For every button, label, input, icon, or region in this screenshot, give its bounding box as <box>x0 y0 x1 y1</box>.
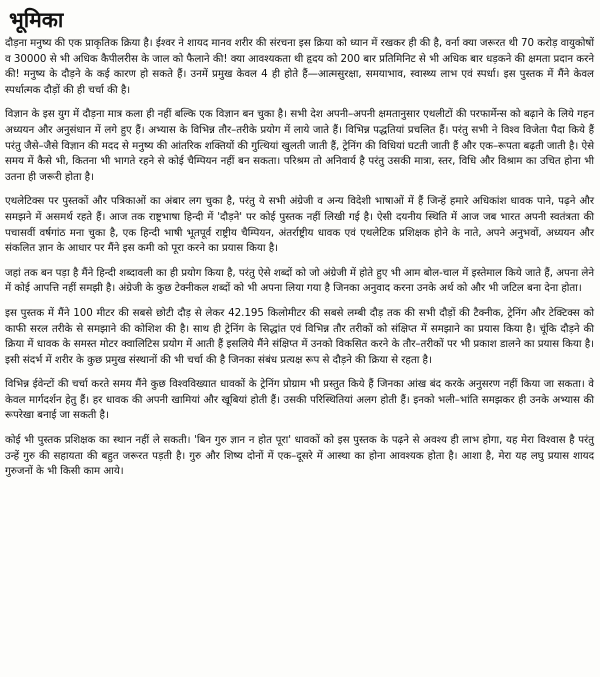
page-title: भूमिका <box>9 8 64 32</box>
paragraph-2: विज्ञान के इस युग में दौड़ना मात्र कला ही नहीं बल्कि एक विज्ञान बन चुका है। सभी देश अपनी–अपनी क्षमतानुसार एथलीटों की परफार्मेन्स को बढ़ाने के लिये गहन अध्ययन और अनुसंधान में लगे हुए हैं। अभ्यास के विभिन्न तौर–तरीके प्रयोग में लाये जाते हैं। विभिन्न पद्धतियां प्रचलित हैं। परंतु सभी ने विश्व विजेता पैदा किये हैं परंतु जैसे–जैसे विज्ञान की मदद से मनुष्य की आंतरिक शक्तियों की गुत्थियां खुलती जाती हैं, ट्रेनिंग की विधियां घटती जाती हैं और एक–रूपता बढ़ती जाती है। ऐसे समय में कैसे भी, कितना भी भागते रहने से कोई चैम्पियन नहीं बन सकता। परिश्रम तो अनिवार्य है परंतु उसकी मात्रा, स्तर, विधि और विश्राम का उचित होना भी उतना ही जरूरी होता है। <box>5 108 594 183</box>
paragraph-1: दौड़ना मनुष्य की एक प्राकृतिक क्रिया है। ईश्वर ने शायद मानव शरीर की संरचना इस क्रिया को ध्यान में रखकर ही की है, वर्ना क्या जरूरत थी 70 करोड़ वायुकोषों व 30000 से भी अधिक कैपीलरीस के जाल को फैलाने की! क्या आवश्यकता थी हृदय को 200 बार प्रतिमिनिट से भी अधिक बार धड़कने की क्षमता प्रदान करने की! मनुष्य के दौड़ने के कई कारण हो सकते हैं। उनमें प्रमुख केवल 4 ही होते हैं—आत्मसुरक्षा, समयाभाव, स्वास्थ्य लाभ एवं स्पर्धा। इस पुस्तक में मैंने केवल स्पर्धात्मक दौड़ों की ही चर्चा की है। <box>5 37 594 96</box>
paragraph-6: विभिन्न ईवेन्टों की चर्चा करते समय मैंने कुछ विश्वविख्यात धावकों के ट्रेनिंग प्रोग्राम भी प्रस्तुत किये हैं जिनका आंख बंद करके अनुसरण नहीं किया जा सकता। वे केवल मार्गदर्शन हेतु हैं। हर धावक की अपनी खामियां और खूबियां होती हैं। उसकी परिस्थितियां अलग होती हैं। इनको भली–भांति समझकर ही उनके अभ्यास की रूपरेखा बनाई जा सकती है। <box>5 378 594 422</box>
paragraph-7: कोई भी पुस्तक प्रशिक्षक का स्थान नहीं ले सकती। 'बिन गुरु ज्ञान न होत पूरा' धावकों को इस पुस्तक के पढ़ने से अवश्य ही लाभ होगा, यह मेरा विश्वास है परंतु उन्हें गुरु की सहायता की बहुत जरूरत पड़ती है। गुरु और शिष्य दोनों में एक–दूसरे में आस्था का होना आवश्यक होता है। आशा है, मेरा यह लघु प्रयास शायद गुरुजनों के भी किसी काम आये। <box>5 434 594 478</box>
paragraph-5: इस पुस्तक में मैंने 100 मीटर की सबसे छोटी दौड़ से लेकर 42.195 किलोमीटर की सबसे लम्बी दौड़ तक की सभी दौड़ों की टैक्नीक, ट्रेनिंग और टेक्टिक्स को काफी सरल तरीके से समझाने की कोशिश की है। साथ ही ट्रेनिंग के सिद्धांत एवं विभिन्न तौर तरीकों को संक्षिप्त में समझाने का प्रयास किया है। चूंकि दौड़ने की क्रिया में धावक के समस्त मोटर क्वालिटिस प्रयोग में आती हैं इसलिये मैंने संक्षिप्त में उनको विकसित करने के तौर–तरीकों पर भी प्रकाश डालने का प्रयास किया है। इसी संदर्भ में शरीर के कुछ प्रमुख संस्थानों की भी चर्चा की है जिनका संबंध प्रत्यक्ष रूप से दौड़ने की क्रिया से रहता है। <box>5 306 594 366</box>
paragraph-4: जहां तक बन पड़ा है मैंने हिन्दी शब्दावली का ही प्रयोग किया है, परंतु ऐसे शब्दों को जो अंग्रेजी में होते हुए भी आम बोल-चाल में इस्तेमाल किये जाते हैं, अपना लेने में कोई आपत्ति नहीं समझी है। अंग्रेजी के कुछ टेक्नीकल शब्दों को भी अपना लिया गया है जिनका अनुवाद करना उनके अर्थ को और भी जटिल बना देना होता। <box>5 266 594 295</box>
paragraph-3: एथलेटिक्स पर पुस्तकों और पत्रिकाओं का अंबार लग चुका है, परंतु ये सभी अंग्रेजी व अन्य विदेशी भाषाओं में हैं जिन्हें हमारे अधिकांश धावक पाने, पढ़ने और समझने में असमर्थ रहते हैं। आज तक राष्ट्रभाषा हिन्दी में 'दौड़ने' पर कोई पुस्तक नहीं लिखी गई है। ऐसी दयनीय स्थिति में आज जब भारत अपनी स्वतंत्रता की पचासवीं वर्षगांठ मना चुका है, एक हिन्दी भाषी भूतपूर्व राष्ट्रीय चैम्पियन, अंतर्राष्ट्रीय धावक एवं एथलेटिक प्रशिक्षक होने के नाते, अपने अनुभवों, अध्ययन और संकलित ज्ञान के आधार पर मैंने इस कमी को पूरा करने का प्रयास किया है। <box>5 195 594 255</box>
